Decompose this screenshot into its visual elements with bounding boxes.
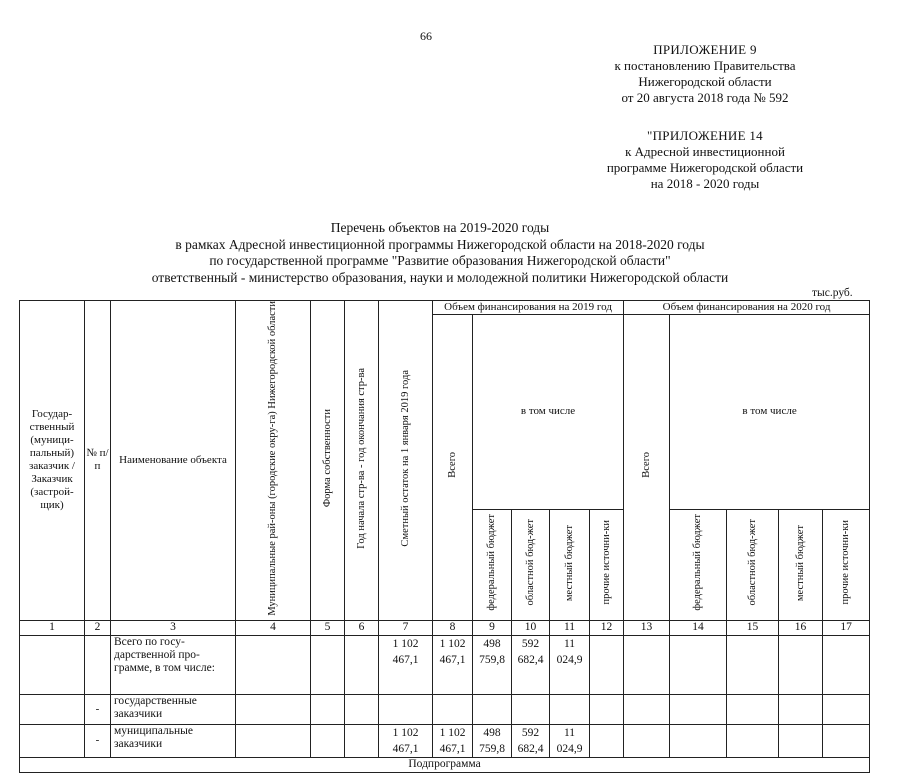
header-federal-text: федеральный бюджет: [486, 514, 497, 611]
header-years: [345, 301, 379, 621]
row-name-cell: государственные заказчики: [111, 694, 236, 724]
table-row: [20, 694, 870, 724]
empty-cell: [727, 694, 779, 724]
header-municipal-text: Муниципальные рай-оны (городские окру-га) Нижегородской области: [267, 301, 278, 616]
subprogram-row: [20, 757, 870, 772]
appendix-14-line: программе Нижегородской области: [606, 160, 804, 175]
column-number: 10: [512, 620, 550, 635]
column-number: 14: [670, 620, 727, 635]
empty-cell: [670, 724, 727, 757]
empty-cell: [236, 724, 311, 757]
empty-cell: [823, 694, 870, 724]
empty-cell: [779, 635, 823, 694]
row-customer-cell: [20, 724, 85, 757]
empty-cell: [345, 694, 379, 724]
empty-cell: [345, 635, 379, 694]
column-number: 3: [111, 620, 236, 635]
row-customer-cell: [20, 694, 85, 724]
appendix-9-line: к постановлению Правительства: [614, 58, 796, 73]
empty-cell: [590, 635, 624, 694]
header-including-2020: в том числе: [670, 315, 870, 510]
document-title: [90, 220, 790, 286]
row-total-cell: 1 102 467,1: [433, 724, 473, 757]
column-number: 15: [727, 620, 779, 635]
empty-cell: [311, 694, 345, 724]
header-total-text: Всего: [446, 452, 458, 479]
page-number: 66: [420, 29, 432, 43]
header-years-text: Год начала стр-ва - год окончания стр-ва: [355, 367, 367, 549]
empty-cell: [624, 724, 670, 757]
table-row: [20, 724, 870, 757]
empty-cell: [727, 635, 779, 694]
appendix-14-block: [560, 128, 850, 192]
appendix-14-title: "ПРИЛОЖЕНИЕ 14: [647, 128, 763, 143]
appendix-9-title: ПРИЛОЖЕНИЕ 9: [653, 42, 757, 57]
header-including-2019: в том числе: [473, 315, 624, 510]
empty-cell: [779, 724, 823, 757]
title-line: Перечень объектов на 2019-2020 годы: [330, 220, 550, 235]
header-municipal: [236, 301, 311, 621]
empty-cell: [236, 694, 311, 724]
row-federal-cell: 498 759,8: [473, 635, 512, 694]
empty-cell: [590, 724, 624, 757]
column-number: 9: [473, 620, 512, 635]
row-local-cell: 11 024,9: [550, 724, 590, 757]
header-federal-2020: [670, 509, 727, 620]
header-local-2019: [550, 509, 590, 620]
empty-cell: [624, 694, 670, 724]
row-local-cell: 11 024,9: [550, 635, 590, 694]
empty-cell: [345, 724, 379, 757]
column-number: 16: [779, 620, 823, 635]
header-ownership-text: Форма собственности: [321, 409, 333, 508]
empty-cell: [823, 635, 870, 694]
row-total-cell: [433, 694, 473, 724]
empty-cell: [311, 724, 345, 757]
empty-cell: [590, 694, 624, 724]
header-total-2020: [624, 315, 670, 621]
empty-cell: [670, 635, 727, 694]
empty-cell: [624, 635, 670, 694]
empty-cell: [779, 694, 823, 724]
header-total-2019: [433, 315, 473, 621]
header-local-text: местный бюджет: [794, 524, 806, 601]
title-line: в рамках Адресной инвестиционной программы Нижегородской области на 2018-2020 годы: [175, 236, 705, 252]
header-federal-text: федеральный бюджет: [692, 514, 704, 611]
header-regional-text: областной бюд-жет: [746, 519, 758, 606]
empty-cell: [823, 724, 870, 757]
title-line: по государственной программе "Развитие образования Нижегородской области": [209, 253, 671, 268]
header-ownership: [311, 301, 345, 621]
appendix-14-line: на 2018 - 2020 годы: [650, 176, 760, 191]
row-name-cell: муниципальные заказчики: [111, 724, 236, 757]
header-other-text: прочие источни-ки: [600, 520, 612, 605]
column-number: 7: [379, 620, 433, 635]
row-name-cell: Всего по госу-дарственной про-грамме, в том числе:: [111, 635, 236, 694]
row-regional-cell: [512, 694, 550, 724]
header-estimate: [379, 301, 433, 621]
objects-table: [19, 300, 870, 773]
empty-cell: [670, 694, 727, 724]
appendix-14-line: к Адресной инвестиционной: [625, 144, 785, 159]
subprogram-label: Подпрограмма: [20, 757, 870, 772]
table-row: [20, 635, 870, 694]
row-estimate-cell: 1 102 467,1: [379, 724, 433, 757]
header-name: Наименование объекта: [111, 301, 236, 621]
title-line: ответственный - министерство образования, науки и молодежной политики Нижегородской области: [151, 269, 729, 285]
column-number: 13: [624, 620, 670, 635]
empty-cell: [236, 635, 311, 694]
row-total-cell: 1 102 467,1: [433, 635, 473, 694]
row-federal-cell: 498 759,8: [473, 724, 512, 757]
appendix-9-block: [560, 42, 850, 106]
column-number: 6: [345, 620, 379, 635]
row-num-cell: [85, 635, 111, 694]
header-estimate-text: Сметный остаток на 1 января 2019 года: [399, 370, 411, 547]
row-estimate-cell: 1 102 467,1: [379, 635, 433, 694]
header-regional-2020: [727, 509, 779, 620]
appendix-9-line: Нижегородской области: [638, 74, 772, 89]
header-regional-2019: [512, 509, 550, 620]
column-number: 11: [550, 620, 590, 635]
column-number: 2: [85, 620, 111, 635]
unit-label: тыс.руб.: [812, 287, 853, 299]
header-regional-text: областной бюд-жет: [524, 519, 536, 606]
column-numbers-row: [20, 620, 870, 635]
row-num-cell: -: [85, 694, 111, 724]
header-local-text: местный бюджет: [563, 524, 575, 601]
row-local-cell: [550, 694, 590, 724]
empty-cell: [311, 635, 345, 694]
header-fin-2019: Объем финансирования на 2019 год: [433, 301, 624, 315]
header-other-2020: [823, 509, 870, 620]
appendix-9-line: от 20 августа 2018 года № 592: [621, 90, 789, 105]
column-number: 8: [433, 620, 473, 635]
header-federal-2019: [473, 509, 512, 620]
column-number: 5: [311, 620, 345, 635]
row-regional-cell: 592 682,4: [512, 635, 550, 694]
header-fin-2020: Объем финансирования на 2020 год: [624, 301, 870, 315]
column-number: 1: [20, 620, 85, 635]
column-number: 4: [236, 620, 311, 635]
empty-cell: [727, 724, 779, 757]
header-total-text: Всего: [640, 452, 652, 479]
row-federal-cell: [473, 694, 512, 724]
row-estimate-cell: [379, 694, 433, 724]
row-customer-cell: [20, 635, 85, 694]
row-regional-cell: 592 682,4: [512, 724, 550, 757]
header-num: № п/п: [85, 301, 111, 621]
header-local-2020: [779, 509, 823, 620]
column-number: 12: [590, 620, 624, 635]
header-other-2019: [590, 509, 624, 620]
header-other-text: прочие источни-ки: [840, 520, 852, 605]
column-number: 17: [823, 620, 870, 635]
row-num-cell: -: [85, 724, 111, 757]
header-customer: Государ-ственный (муници-пальный) заказчик / Заказчик (застрой-щик): [20, 301, 85, 621]
